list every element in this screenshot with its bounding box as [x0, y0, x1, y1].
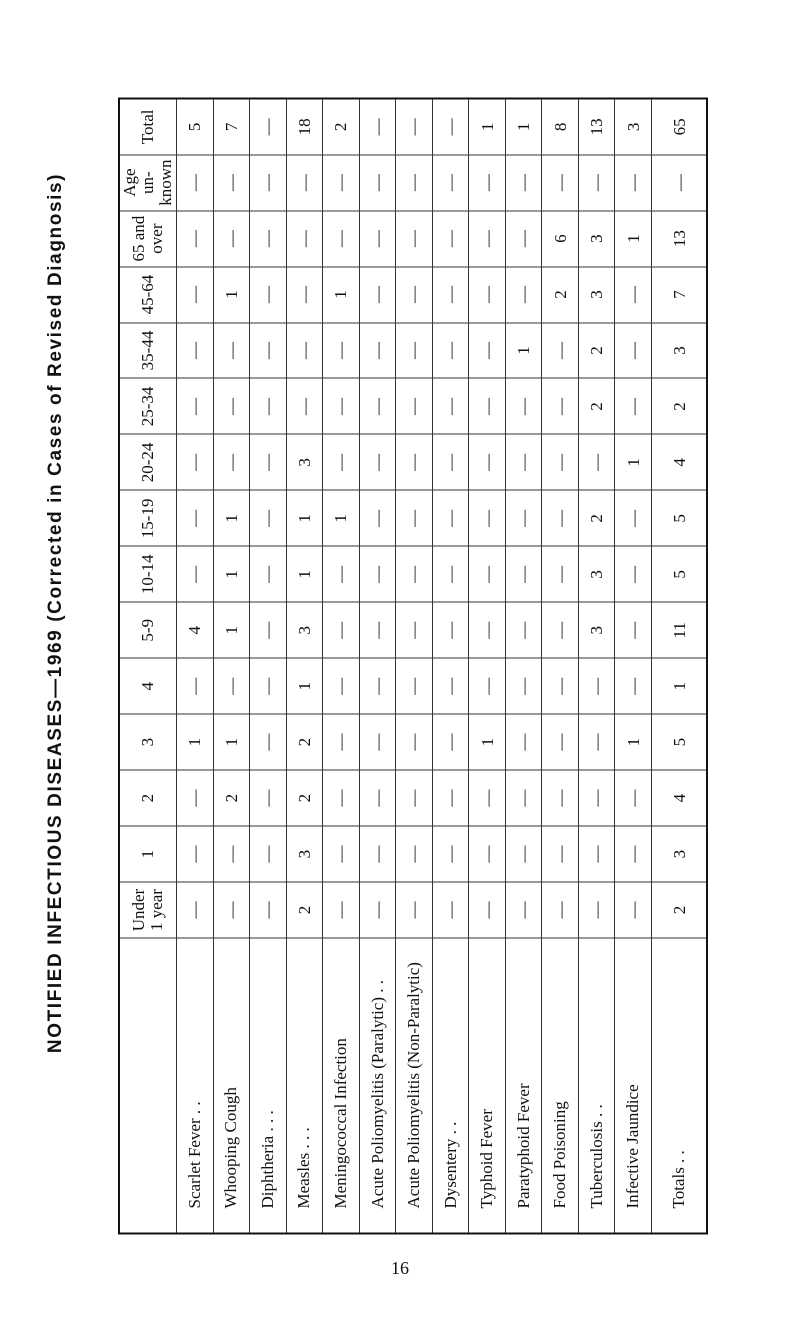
table-cell: — [177, 378, 214, 434]
header-row [119, 98, 177, 1233]
table-cell: — [396, 770, 433, 826]
table-row [323, 98, 360, 1233]
total-cell: 13 [652, 210, 708, 266]
table-cell: — [615, 602, 652, 658]
table-cell: — [615, 658, 652, 714]
disease-name: Infective Jaundice [615, 938, 652, 1234]
table-cell: — [469, 546, 506, 602]
table-cell: — [469, 658, 506, 714]
table-cell: — [578, 770, 615, 826]
table-cell: — [396, 98, 433, 154]
total-cell: 4 [652, 770, 708, 826]
table-cell: — [505, 490, 542, 546]
table-cell: — [469, 210, 506, 266]
table-cell: — [542, 322, 579, 378]
column-header: 5-9 [119, 602, 177, 658]
table-row [469, 98, 506, 1233]
table-cell: 3 [286, 602, 323, 658]
column-header: Under 1 year [119, 882, 177, 938]
column-header: Total [119, 98, 177, 154]
totals-label: Totals . . [652, 938, 708, 1234]
table-row [177, 98, 214, 1233]
table-cell: — [432, 434, 469, 490]
table-cell: — [505, 658, 542, 714]
table-cell: — [177, 434, 214, 490]
table-cell: — [323, 658, 360, 714]
table-cell: — [542, 434, 579, 490]
table-cell: — [396, 378, 433, 434]
table-row [213, 98, 250, 1233]
table-cell: 5 [177, 98, 214, 154]
table-cell: — [396, 210, 433, 266]
table-cell: — [578, 434, 615, 490]
table-cell: — [177, 826, 214, 882]
table-cell: — [432, 322, 469, 378]
table-cell: 1 [213, 602, 250, 658]
table-cell: — [578, 658, 615, 714]
table-cell: — [396, 490, 433, 546]
table-cell: — [542, 490, 579, 546]
table-cell: — [432, 602, 469, 658]
table-row [359, 98, 396, 1233]
table-cell: — [578, 154, 615, 210]
table-cell: — [505, 882, 542, 938]
table-cell: — [432, 826, 469, 882]
table-cell: — [177, 322, 214, 378]
table-cell: — [323, 322, 360, 378]
table-cell: — [542, 658, 579, 714]
table-cell: — [323, 154, 360, 210]
table-cell: 2 [542, 266, 579, 322]
column-header: 15-19 [119, 490, 177, 546]
table-cell: — [177, 154, 214, 210]
table-cell: — [505, 770, 542, 826]
table-cell: — [615, 154, 652, 210]
table-cell: 1 [213, 546, 250, 602]
table-cell: — [213, 826, 250, 882]
table-cell: — [615, 490, 652, 546]
total-cell: 2 [652, 882, 708, 938]
table-cell: — [505, 434, 542, 490]
column-header: 3 [119, 714, 177, 770]
table-cell: — [250, 826, 287, 882]
table-cell: — [177, 658, 214, 714]
table-cell: — [359, 546, 396, 602]
table-cell: — [359, 714, 396, 770]
table-cell: — [250, 770, 287, 826]
table-cell: — [542, 714, 579, 770]
table-cell: 2 [286, 770, 323, 826]
table-cell: — [286, 210, 323, 266]
table-cell: — [286, 322, 323, 378]
table-cell: 1 [213, 490, 250, 546]
table-cell: 1 [615, 210, 652, 266]
column-header: 1 [119, 826, 177, 882]
table-cell: — [615, 266, 652, 322]
table-cell: — [396, 602, 433, 658]
table-cell: 1 [505, 322, 542, 378]
table-cell: 1 [286, 658, 323, 714]
table-cell: — [469, 826, 506, 882]
column-header: 20-24 [119, 434, 177, 490]
page-title: NOTIFIED INFECTIOUS DISEASES—1969 (Corrected in Cases of Revised Diagnosis) [45, 172, 66, 1054]
column-header: 4 [119, 658, 177, 714]
table-cell: — [359, 98, 396, 154]
table-cell: — [469, 154, 506, 210]
table-cell: — [396, 882, 433, 938]
table-cell: 1 [469, 98, 506, 154]
table-cell: 3 [286, 434, 323, 490]
table-cell: 1 [323, 266, 360, 322]
column-header: 35-44 [119, 322, 177, 378]
table-cell: — [542, 882, 579, 938]
table-cell: — [359, 378, 396, 434]
table-cell: — [469, 490, 506, 546]
table-row [396, 98, 433, 1233]
table-cell: — [213, 210, 250, 266]
table-cell: 4 [177, 602, 214, 658]
table-cell: — [396, 154, 433, 210]
table-row [505, 98, 542, 1233]
table-cell: — [505, 378, 542, 434]
table-cell: — [505, 714, 542, 770]
table-cell: — [615, 322, 652, 378]
table-cell: — [177, 882, 214, 938]
table-cell: — [396, 826, 433, 882]
table-row [578, 98, 615, 1233]
table-cell: 3 [578, 602, 615, 658]
diseases-table [118, 97, 708, 1234]
table-cell: — [615, 770, 652, 826]
table-cell: — [323, 602, 360, 658]
table-cell: — [213, 378, 250, 434]
table-cell: 2 [578, 378, 615, 434]
table-cell: — [432, 490, 469, 546]
heading-rotator [36, 38, 76, 1188]
table-cell: — [542, 770, 579, 826]
table-cell: — [213, 154, 250, 210]
table-cell: 1 [286, 546, 323, 602]
table-cell: — [323, 378, 360, 434]
table-cell: — [396, 322, 433, 378]
total-cell: 1 [652, 658, 708, 714]
table-cell: 3 [286, 826, 323, 882]
disease-name: Scarlet Fever . . [177, 938, 214, 1234]
table-rotator [118, 97, 708, 1234]
table-cell: — [396, 658, 433, 714]
table-cell: — [542, 154, 579, 210]
table-cell: 1 [615, 434, 652, 490]
table-cell: — [615, 826, 652, 882]
table-cell: 2 [286, 882, 323, 938]
total-cell: 11 [652, 602, 708, 658]
table-row [432, 98, 469, 1233]
table-cell: 1 [323, 490, 360, 546]
table-cell: — [359, 602, 396, 658]
table-cell: — [250, 210, 287, 266]
total-cell: 3 [652, 322, 708, 378]
table-cell: — [323, 826, 360, 882]
table-cell: — [505, 826, 542, 882]
table-cell: 3 [615, 98, 652, 154]
table-cell: — [432, 882, 469, 938]
disease-name: Meningococcal Infection [323, 938, 360, 1234]
total-cell: 5 [652, 490, 708, 546]
table-cell: — [469, 322, 506, 378]
table-cell: — [250, 154, 287, 210]
table-cell: 2 [578, 322, 615, 378]
table-cell: — [432, 658, 469, 714]
table-cell: — [250, 98, 287, 154]
table-cell: — [250, 322, 287, 378]
table-cell: — [323, 714, 360, 770]
table-cell: — [177, 266, 214, 322]
table-cell: — [469, 266, 506, 322]
column-header: Age un-known [119, 154, 177, 210]
total-cell: 5 [652, 546, 708, 602]
table-cell: — [469, 602, 506, 658]
table-cell: — [250, 714, 287, 770]
table-cell: 2 [323, 98, 360, 154]
table-cell: — [250, 490, 287, 546]
table-cell: — [505, 154, 542, 210]
table-row [542, 98, 579, 1233]
total-cell: 7 [652, 266, 708, 322]
disease-name: Acute Poliomyelitis (Paralytic) . . [359, 938, 396, 1234]
totals-row [652, 98, 708, 1233]
table-cell: — [432, 770, 469, 826]
table-cell: — [213, 658, 250, 714]
total-cell: 3 [652, 826, 708, 882]
table-cell: — [359, 322, 396, 378]
table-cell: — [177, 210, 214, 266]
table-cell: 1 [213, 714, 250, 770]
column-header-disease [119, 938, 177, 1234]
table-container [118, 97, 708, 1234]
table-cell: — [250, 658, 287, 714]
disease-name: Food Poisoning [542, 938, 579, 1234]
table-cell: 1 [213, 266, 250, 322]
table-cell: — [286, 266, 323, 322]
table-cell: — [359, 658, 396, 714]
table-cell: — [396, 434, 433, 490]
table-cell: — [542, 602, 579, 658]
table-cell: — [286, 378, 323, 434]
table-cell: — [323, 882, 360, 938]
table-cell: — [505, 602, 542, 658]
table-row [250, 98, 287, 1233]
table-cell: — [615, 378, 652, 434]
table-cell: — [213, 434, 250, 490]
table-row [286, 98, 323, 1233]
table-cell: — [323, 210, 360, 266]
table-cell: — [250, 602, 287, 658]
table-cell: — [213, 882, 250, 938]
table-cell: — [432, 266, 469, 322]
disease-name: Measles . . . [286, 938, 323, 1234]
table-cell: — [505, 210, 542, 266]
table-cell: — [469, 770, 506, 826]
table-cell: — [286, 154, 323, 210]
disease-name: Tuberculosis . . [578, 938, 615, 1234]
table-cell: — [578, 826, 615, 882]
table-cell: — [250, 266, 287, 322]
table-cell: — [359, 154, 396, 210]
table-cell: 3 [578, 210, 615, 266]
table-cell: — [177, 546, 214, 602]
total-cell: 4 [652, 434, 708, 490]
table-cell: 2 [213, 770, 250, 826]
table-cell: — [177, 490, 214, 546]
disease-name: Typhoid Fever [469, 938, 506, 1234]
table-cell: — [542, 378, 579, 434]
table-cell: 3 [578, 266, 615, 322]
table-cell: — [250, 882, 287, 938]
table-cell: — [250, 434, 287, 490]
table-cell: — [432, 98, 469, 154]
total-cell: 5 [652, 714, 708, 770]
table-cell: — [396, 546, 433, 602]
table-cell: — [359, 490, 396, 546]
table-cell: — [432, 546, 469, 602]
table-cell: — [469, 378, 506, 434]
column-header: 45-64 [119, 266, 177, 322]
table-cell: — [396, 266, 433, 322]
table-cell: 6 [542, 210, 579, 266]
total-cell: 65 [652, 98, 708, 154]
table-cell: — [323, 434, 360, 490]
table-cell: — [469, 882, 506, 938]
column-header: 2 [119, 770, 177, 826]
table-cell: 3 [578, 546, 615, 602]
table-cell: 1 [469, 714, 506, 770]
table-cell: 1 [615, 714, 652, 770]
table-cell: — [323, 770, 360, 826]
table-cell: — [213, 322, 250, 378]
table-cell: 13 [578, 98, 615, 154]
table-cell: 1 [177, 714, 214, 770]
total-cell: — [652, 154, 708, 210]
table-cell: — [615, 882, 652, 938]
table-cell: — [396, 714, 433, 770]
table-cell: — [359, 882, 396, 938]
table-cell: 2 [286, 714, 323, 770]
table-cell: — [578, 714, 615, 770]
disease-name: Whooping Cough [213, 938, 250, 1234]
table-cell: 8 [542, 98, 579, 154]
table-cell: 1 [286, 490, 323, 546]
table-cell: — [323, 546, 360, 602]
table-cell: — [359, 770, 396, 826]
disease-name: Paratyphoid Fever [505, 938, 542, 1234]
table-cell: 18 [286, 98, 323, 154]
table-cell: — [250, 378, 287, 434]
table-cell: — [359, 266, 396, 322]
table-cell: — [432, 154, 469, 210]
page-number: 16 [391, 1258, 409, 1278]
table-cell: — [505, 266, 542, 322]
table-cell: — [469, 434, 506, 490]
disease-name: Diphtheria . . . [250, 938, 287, 1234]
table-row [615, 98, 652, 1233]
table-cell: — [359, 210, 396, 266]
table-cell: — [542, 546, 579, 602]
table-cell: — [505, 546, 542, 602]
table-cell: — [615, 546, 652, 602]
disease-name: Acute Poliomyelitis (Non-Paralytic) [396, 938, 433, 1234]
table-cell: — [432, 210, 469, 266]
table-cell: 7 [213, 98, 250, 154]
column-header: 10-14 [119, 546, 177, 602]
table-cell: — [359, 826, 396, 882]
table-cell: — [359, 434, 396, 490]
table-body [177, 98, 708, 1233]
column-header: 25-34 [119, 378, 177, 434]
table-cell: — [432, 714, 469, 770]
table-cell: — [578, 882, 615, 938]
total-cell: 2 [652, 378, 708, 434]
disease-name: Dysentery . . [432, 938, 469, 1234]
table-cell: 2 [578, 490, 615, 546]
table-cell: — [432, 378, 469, 434]
table-cell: — [250, 546, 287, 602]
table-cell: 1 [505, 98, 542, 154]
table-cell: — [542, 826, 579, 882]
column-header: 65 and over [119, 210, 177, 266]
table-cell: — [177, 770, 214, 826]
